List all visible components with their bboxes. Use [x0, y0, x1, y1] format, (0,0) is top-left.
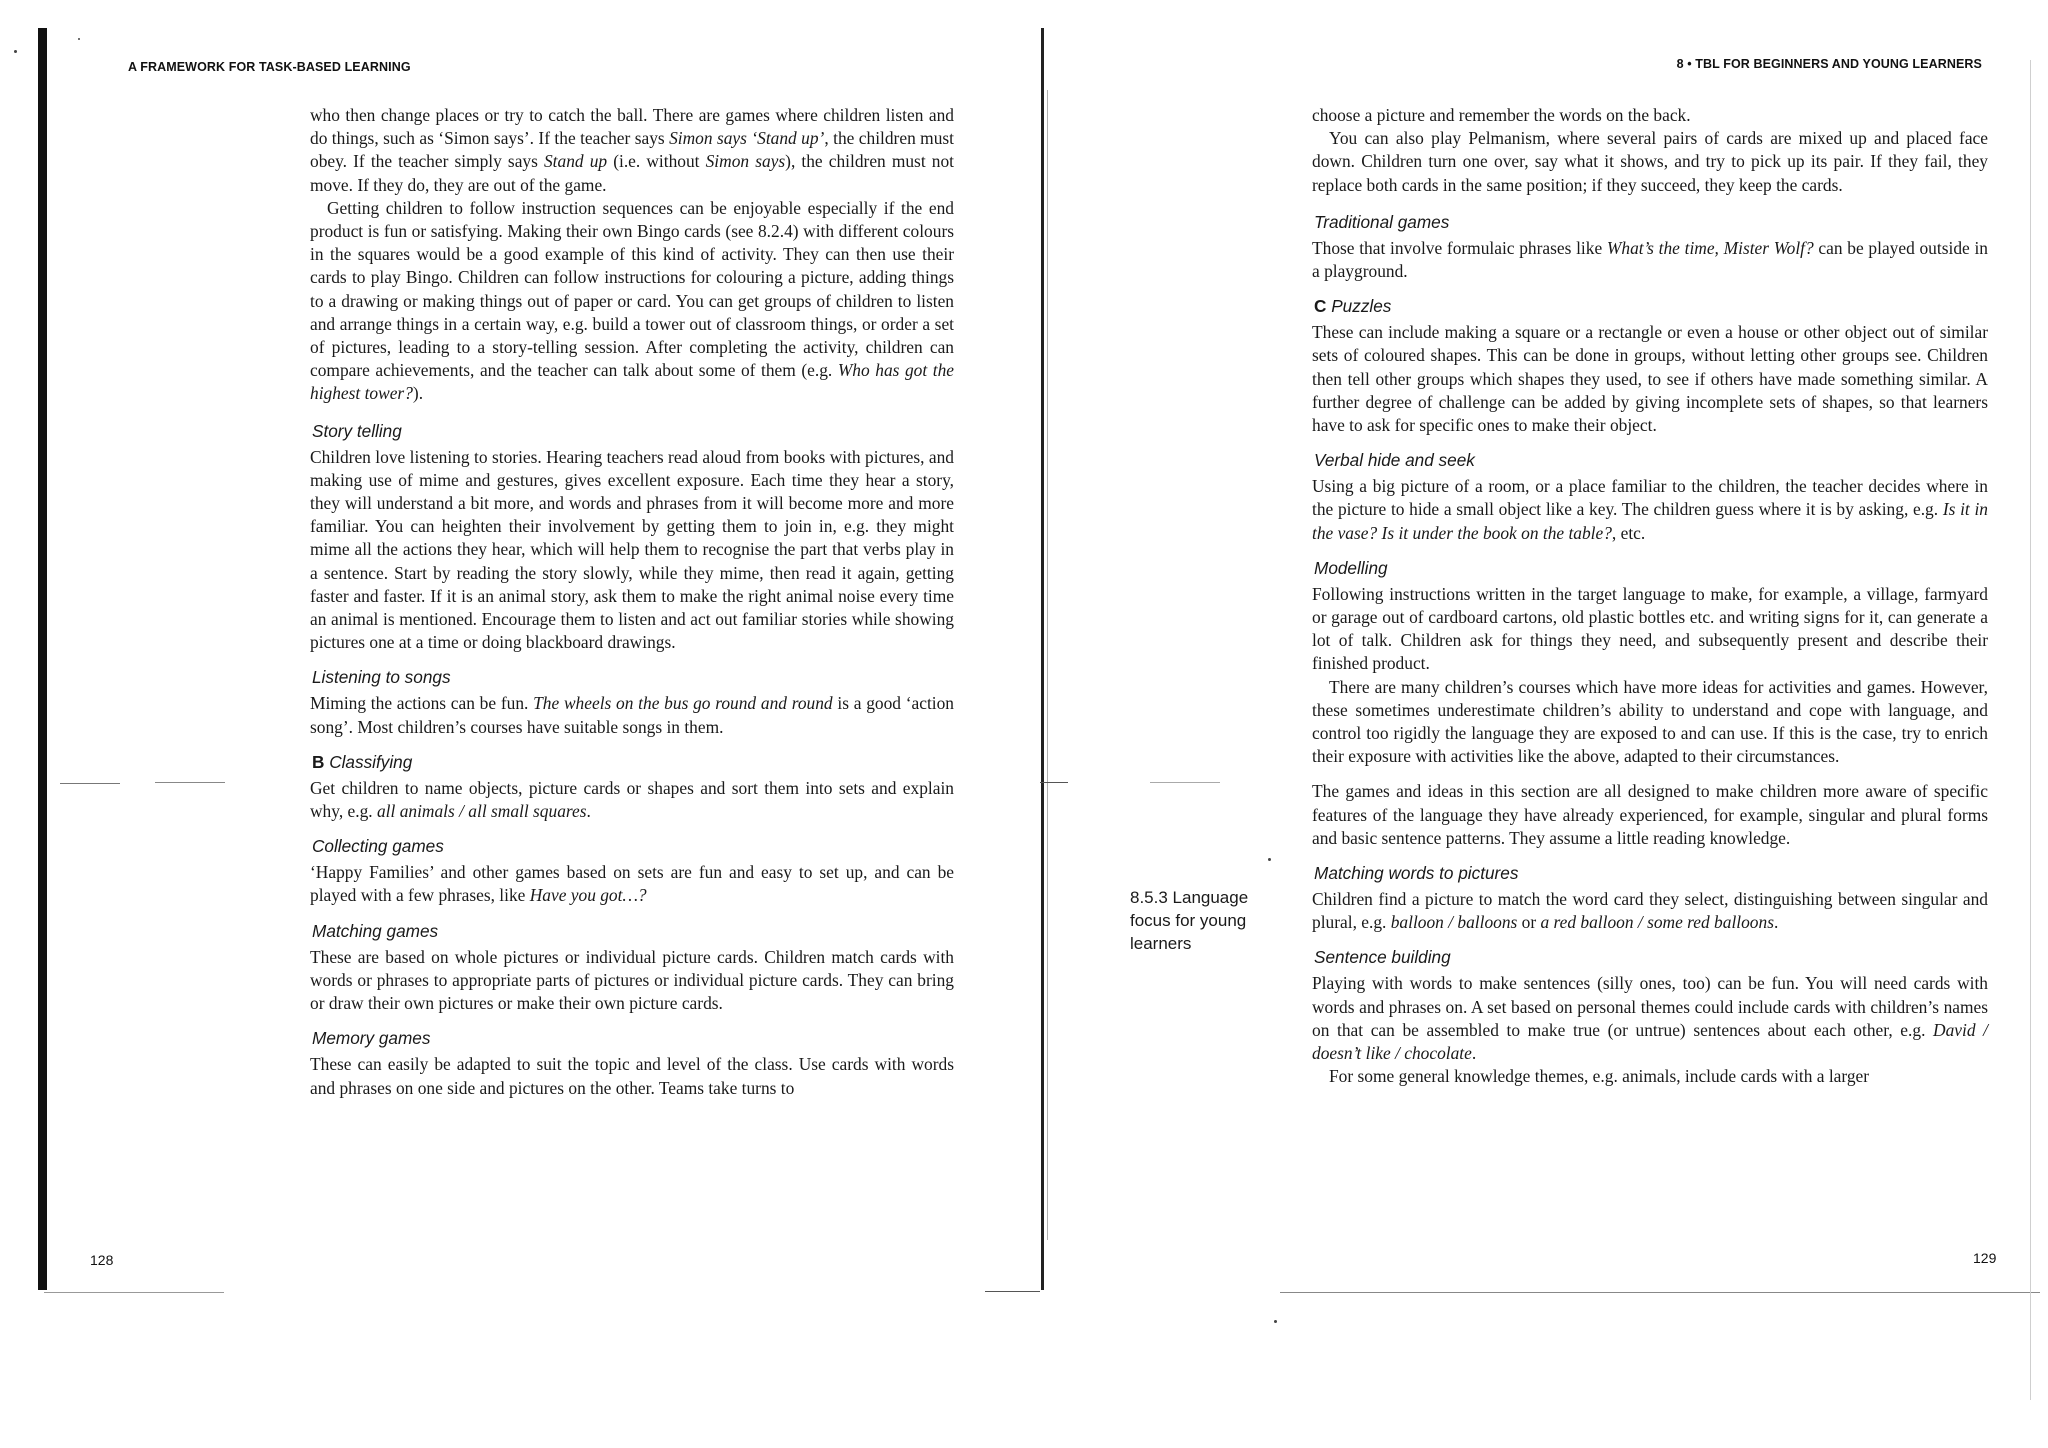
paragraph: For some general knowledge themes, e.g. animals, include cards with a larger	[1329, 1066, 1870, 1087]
section-heading-classifying: B Classifying	[312, 751, 413, 772]
paragraph: Using a big picture of a room, or a place familiar to the children, the teacher decides where in the picture to hide a small object like a key. The children guess where it is by asking, e.g. Is it in the vase? Is it under the book on the table?, etc.	[1312, 476, 1988, 543]
subheading-verbal-hide-and-seek: Verbal hide and seek	[1314, 450, 1475, 471]
right-page	[1040, 0, 2048, 1448]
subheading-traditional-games: Traditional games	[1314, 211, 1450, 232]
scan-dash-line	[155, 782, 225, 783]
paragraph: These can include making a square or a rectangle or even a house or other object out of similar sets of coloured shapes. This can be done in groups, without letting other groups see. Children then tell other groups which shapes they used, to see if others have made something similar. A further degree of challenge can be added by giving incomplete sets of shapes, so that learners have to ask for specific ones to make their object.	[1312, 322, 1988, 436]
subheading-sentence-building: Sentence building	[1314, 947, 1451, 968]
subheading-matching-words-to-pictures: Matching words to pictures	[1314, 863, 1519, 884]
right-body-column	[1312, 104, 1988, 1089]
scan-bottom-line	[1280, 1292, 2040, 1293]
scan-speck	[1274, 1320, 1277, 1323]
left-body-column	[310, 104, 954, 1100]
paragraph: You can also play Pelmanism, where several pairs of cards are mixed up and placed face down. Children turn one over, say what it shows, and try to pick up its pair. If they fail, they replace both cards in the same position; if they succeed, they keep the cards.	[1312, 128, 1988, 195]
paragraph: Those that involve formulaic phrases like What’s the time, Mister Wolf? can be played outside in a playground.	[1312, 237, 1988, 282]
scan-edge-line	[2030, 60, 2031, 1400]
scan-bottom-line	[44, 1292, 224, 1293]
paragraph: There are many children’s courses which have more ideas for activities and games. However, these sometimes underestimate children’s ability to understand and cope with language, and control too rigidly the language they are exposed to and can use. If this is the case, try to enrich their exposure with activities like the above, adapted to their circumstances.	[1312, 676, 1988, 767]
subheading-listening-to-songs: Listening to songs	[312, 667, 451, 688]
paragraph: Playing with words to make sentences (silly ones, too) can be fun. You will need cards with words and phrases on. A set based on personal themes could include cards with children’s names on that can be assembled to make true (or untrue) sentences about each other, e.g. David / doesn’t like / chocolate.	[1312, 973, 1988, 1064]
margin-section-heading: 8.5.3 Language focus for young learners	[1130, 888, 1249, 953]
subheading-matching-games: Matching games	[312, 920, 439, 941]
subheading-collecting-games: Collecting games	[312, 836, 444, 857]
paragraph: Children find a picture to match the word card they select, distinguishing between singular and plural, e.g. balloon / balloons or a red balloon / some red balloons.	[1312, 889, 1988, 933]
scan-speck	[1268, 858, 1271, 861]
subheading-memory-games: Memory games	[312, 1028, 431, 1049]
scan-dash-line	[1040, 782, 1068, 783]
scan-speck	[14, 50, 17, 53]
paragraph: Get children to name objects, picture cards or shapes and sort them into sets and explain why, e.g. all animals / all small squares.	[310, 777, 954, 822]
paragraph: ‘Happy Families’ and other games based on sets are fun and easy to set up, and can be played with a few phrases, like Have you got…?	[310, 862, 954, 906]
subheading-modelling: Modelling	[1314, 557, 1388, 578]
paragraph: The games and ideas in this section are all designed to make children more aware of specific features of the language they have already experienced, for example, singular and plural forms and basic sentence patterns. They assume a little reading knowledge.	[1312, 781, 1988, 848]
page-number: 128	[90, 1252, 114, 1268]
subheading-story-telling: Story telling	[312, 420, 402, 441]
paragraph: Following instructions written in the target language to make, for example, a village, farmyard or garage out of cardboard cartons, old plastic bottles etc. and writing signs for it, can generate a lot of talk. Children ask for things they need, and subsequently present and describe their finished product.	[1312, 583, 1988, 674]
scan-dash-line	[1150, 782, 1220, 783]
scan-dash-line	[60, 783, 120, 784]
paragraph: Miming the actions can be fun. The wheels on the bus go round and round is a good ‘action song’. Most children’s courses have suitable songs in them.	[310, 693, 955, 737]
paragraph: Getting children to follow instruction sequences can be enjoyable especially if the end product is fun or satisfying. Making their own Bingo cards (see 8.2.4) with different colours in the squares would be a good example of this kind of activity. They can then use their cards to play Bingo. Children can follow instructions for colouring a picture, adding things to a drawing or making things out of paper or card. You can get groups of children to listen and arrange things in a certain way, e.g. build a tower out of classroom things, or order a set of pictures, leading to a story-telling session. After completing the activity, children can compare achievements, and the teacher can talk about some of them (e.g. Who has got the highest tower?).	[310, 197, 954, 404]
paragraph: who then change places or try to catch the ball. There are games where children listen and do things, such as ‘Simon says’. If the teacher says Simon says ‘Stand up’, the children must obey. If the teacher simply says Stand up (i.e. without Simon says), the children must not move. If they do, they are out of the game.	[310, 105, 955, 195]
paragraph: Children love listening to stories. Hearing teachers read aloud from books with pictures, and making use of mime and gestures, gives excellent exposure. Each time they hear a story, they will understand a bit more, and words and phrases from it will become more and more familiar. You can heighten their involvement by getting them to join in, e.g. they might mime all the actions they hear, which will help them to recognise the part that verbs play in a sentence. Start by reading the story slowly, while they mime, then read it again, getting faster and faster. If it is an animal story, ask them to make the right animal noise every time an animal is mentioned. Encourage them to listen and act out familiar stories while showing pictures one at a time or doing blackboard drawings.	[310, 446, 954, 653]
scan-bottom-line	[985, 1291, 1040, 1292]
page-number: 129	[1973, 1250, 1997, 1266]
paragraph: choose a picture and remember the words on the back.	[1312, 105, 1691, 125]
scan-speck	[78, 38, 80, 40]
running-head: 8 • TBL FOR BEGINNERS AND YOUNG LEARNERS	[1676, 57, 1982, 71]
running-head: A FRAMEWORK FOR TASK-BASED LEARNING	[128, 60, 411, 74]
paragraph: These are based on whole pictures or individual picture cards. Children match cards with words or phrases to appropriate parts of pictures or individual picture cards. They can bring or draw their own pictures or make their own picture cards.	[310, 946, 954, 1014]
scan-edge-bar	[38, 28, 47, 1290]
paragraph: These can easily be adapted to suit the topic and level of the class. Use cards with words and phrases on one side and pictures on the other. Teams take turns to	[310, 1054, 954, 1098]
section-heading-puzzles: C Puzzles	[1314, 296, 1392, 317]
